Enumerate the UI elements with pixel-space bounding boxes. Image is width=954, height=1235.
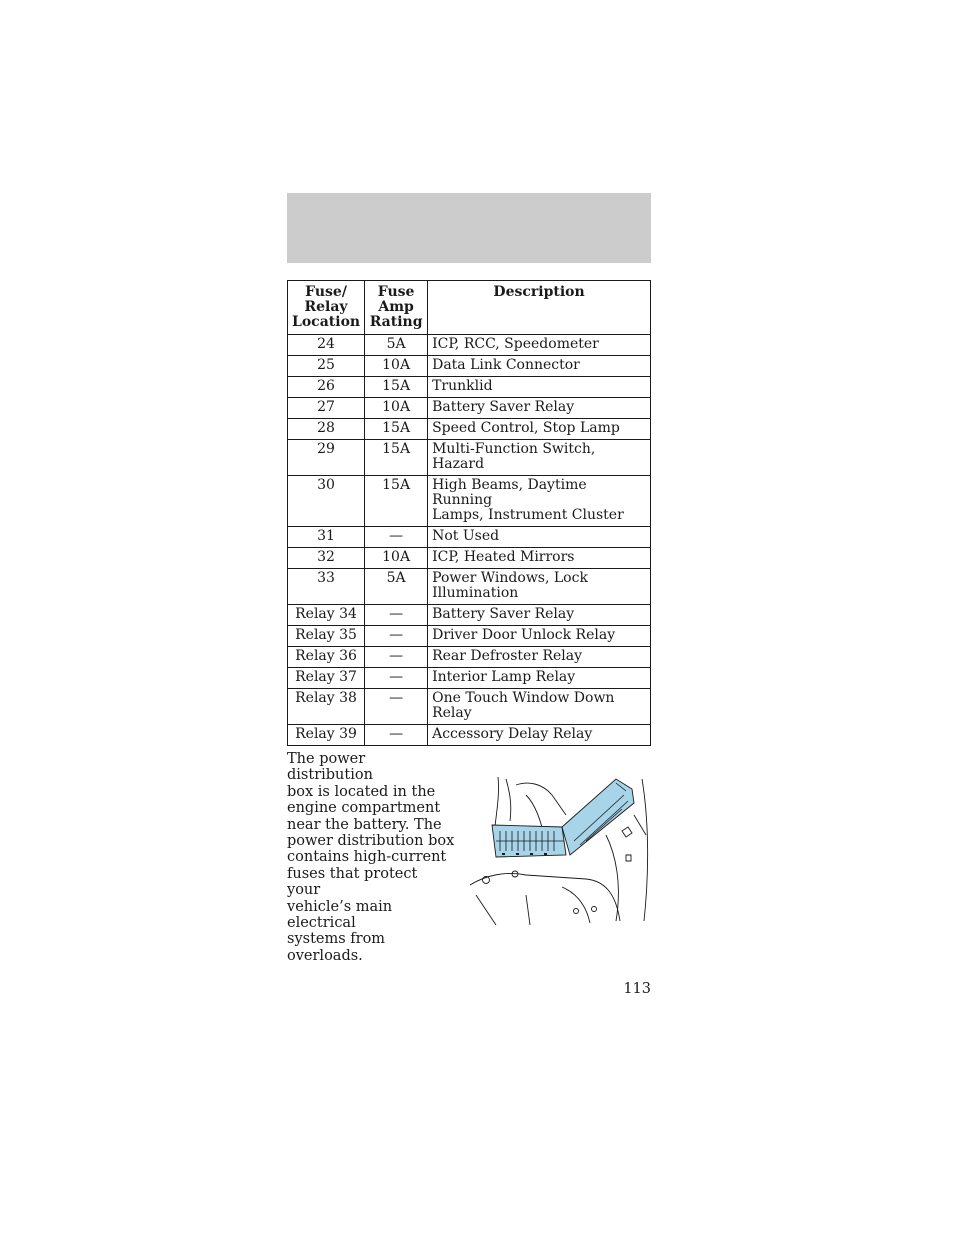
power-distribution-box-illustration: [466, 775, 652, 925]
paragraph-line: The power distribution: [287, 751, 373, 784]
paragraph-line: overloads.: [287, 947, 363, 964]
cell-location: 24: [288, 335, 365, 356]
cell-amp-rating: 15A: [365, 476, 428, 527]
cell-description: [428, 398, 651, 419]
cell-amp-rating: 15A: [365, 419, 428, 440]
cell-amp-rating: —: [365, 668, 428, 689]
table-row: [288, 398, 651, 419]
paragraph-line: box is located in the: [287, 783, 436, 800]
cell-location: 32: [288, 548, 365, 569]
paragraph-line: near the battery. The: [287, 816, 442, 833]
fuse-relay-table: [287, 280, 651, 746]
description-line: Power Windows, Lock: [432, 570, 588, 586]
paragraph-line: systems from: [287, 931, 386, 948]
header-location: Fuse/ Relay Location: [288, 281, 365, 335]
table-row: [288, 527, 651, 548]
table-row: [288, 569, 651, 605]
cell-amp-rating: —: [365, 725, 428, 746]
description-line: Accessory Delay Relay: [432, 726, 593, 742]
description-line: Rear Defroster Relay: [432, 648, 583, 664]
description-line: Multi-Function Switch, Hazard: [432, 441, 596, 472]
section-header-band: [287, 193, 651, 263]
distribution-box-cover: [562, 779, 634, 855]
cell-description: [428, 377, 651, 398]
cell-description: [428, 476, 651, 527]
cell-location: Relay 36: [288, 647, 365, 668]
cell-location: Relay 35: [288, 626, 365, 647]
description-line: One Touch Window Down: [432, 690, 615, 706]
paragraph-line: power distribution box: [287, 833, 455, 850]
cell-location: 33: [288, 569, 365, 605]
cell-description: [428, 626, 651, 647]
cell-amp-rating: —: [365, 647, 428, 668]
description-line: Illumination: [432, 585, 519, 601]
cell-description: [428, 689, 651, 725]
cell-location: Relay 37: [288, 668, 365, 689]
table-header-row: [288, 281, 651, 335]
paragraph-line: fuses that protect your: [287, 865, 418, 899]
description-line: Relay: [432, 705, 472, 721]
cell-amp-rating: —: [365, 626, 428, 647]
cell-amp-rating: 15A: [365, 440, 428, 476]
cell-description: [428, 335, 651, 356]
cell-location: Relay 34: [288, 605, 365, 626]
cell-location: Relay 38: [288, 689, 365, 725]
description-line: Battery Saver Relay: [432, 606, 575, 622]
description-line: Driver Door Unlock Relay: [432, 627, 616, 643]
cell-location: 25: [288, 356, 365, 377]
power-distribution-paragraph: [287, 751, 455, 964]
cell-amp-rating: 10A: [365, 356, 428, 377]
table-row: [288, 647, 651, 668]
cell-location: 28: [288, 419, 365, 440]
description-line: Lamps, Instrument Cluster: [432, 507, 624, 523]
cell-amp-rating: —: [365, 689, 428, 725]
table-row: [288, 605, 651, 626]
cell-location: 27: [288, 398, 365, 419]
cell-location: 29: [288, 440, 365, 476]
description-line: Not Used: [432, 528, 500, 544]
description-line: Battery Saver Relay: [432, 399, 575, 415]
cell-amp-rating: 15A: [365, 377, 428, 398]
table-row: [288, 668, 651, 689]
page-number: 113: [623, 981, 651, 997]
cell-description: [428, 548, 651, 569]
cell-description: [428, 527, 651, 548]
paragraph-line: engine compartment: [287, 800, 441, 817]
table-row: [288, 689, 651, 725]
cell-description: [428, 668, 651, 689]
table-row: [288, 335, 651, 356]
description-line: ICP, RCC, Speedometer: [432, 336, 599, 352]
cell-amp-rating: —: [365, 527, 428, 548]
table-row: [288, 548, 651, 569]
cell-amp-rating: 10A: [365, 398, 428, 419]
table-row: [288, 419, 651, 440]
header-description: Description: [428, 281, 651, 335]
description-line: Speed Control, Stop Lamp: [432, 420, 620, 436]
cell-amp-rating: 5A: [365, 335, 428, 356]
table-row: [288, 725, 651, 746]
cell-location: 31: [288, 527, 365, 548]
table-row: [288, 626, 651, 647]
cell-description: [428, 569, 651, 605]
cell-description: [428, 356, 651, 377]
cell-description: [428, 419, 651, 440]
cell-location: 26: [288, 377, 365, 398]
cell-location: 30: [288, 476, 365, 527]
description-line: Data Link Connector: [432, 357, 580, 373]
table-row: [288, 377, 651, 398]
paragraph-line: contains high-current: [287, 849, 447, 866]
cell-amp-rating: 10A: [365, 548, 428, 569]
cell-description: [428, 605, 651, 626]
paragraph-line: vehicle’s main electrical: [287, 898, 393, 932]
cell-description: [428, 440, 651, 476]
table-row: [288, 356, 651, 377]
description-line: Interior Lamp Relay: [432, 669, 576, 685]
table-row: [288, 476, 651, 527]
table-row: [288, 440, 651, 476]
header-amp-rating: Fuse Amp Rating: [365, 281, 428, 335]
cell-amp-rating: 5A: [365, 569, 428, 605]
description-line: Trunklid: [432, 378, 493, 394]
cell-description: [428, 647, 651, 668]
description-line: ICP, Heated Mirrors: [432, 549, 575, 565]
cell-location: Relay 39: [288, 725, 365, 746]
description-line: High Beams, Daytime Running: [432, 477, 587, 508]
cell-amp-rating: —: [365, 605, 428, 626]
cell-description: [428, 725, 651, 746]
